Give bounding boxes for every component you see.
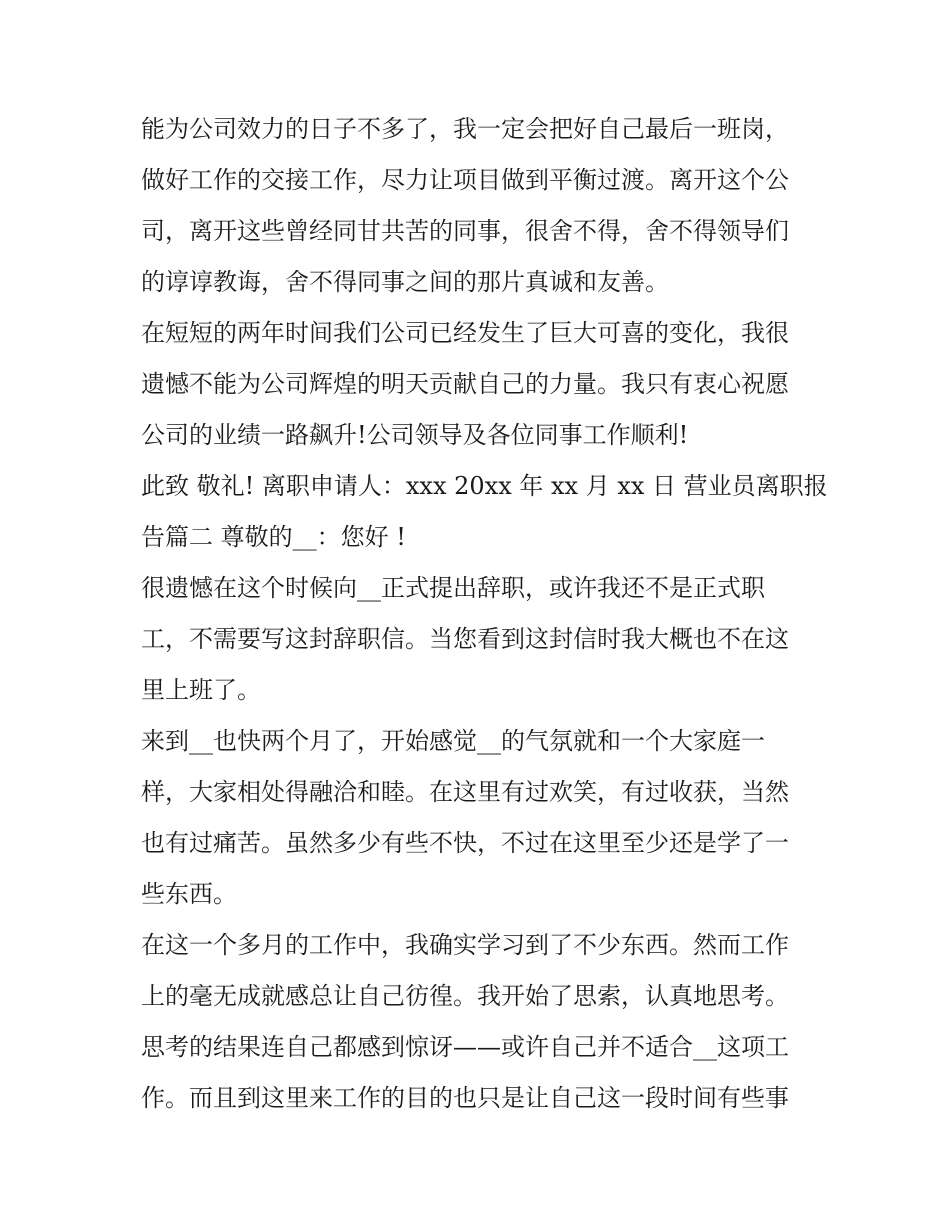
text-line: 工，不需要写这封辞职信。当您看到这封信时我大概也不在这 bbox=[141, 625, 789, 653]
text-line: 公司的业绩一路飙升!公司领导及各位同事工作顺利! bbox=[141, 421, 689, 449]
text-line: 遗憾不能为公司辉煌的明天贡献自己的力量。我只有衷心祝愿 bbox=[141, 370, 789, 398]
text-line: 在这一个多月的工作中，我确实学习到了不少东西。然而工作 bbox=[141, 931, 789, 959]
text-line: 很遗憾在这个时候向__正式提出辞职，或许我还不是正式职 bbox=[141, 574, 765, 602]
text-line: 思考的结果连自己都感到惊讶——或许自己并不适合__这项工 bbox=[141, 1033, 789, 1061]
text-line: 告篇二 尊敬的__：您好 ! bbox=[141, 523, 406, 551]
text-line: 能为公司效力的日子不多了，我一定会把好自己最后一班岗， bbox=[141, 115, 789, 143]
text-line: 样，大家相处得融洽和睦。在这里有过欢笑，有过收获，当然 bbox=[141, 778, 789, 806]
document-body bbox=[141, 104, 828, 1124]
text-line: 在短短的两年时间我们公司已经发生了巨大可喜的变化，我很 bbox=[141, 319, 789, 347]
text-line: 作。而且到这里来工作的目的也只是让自己这一段时间有些事 bbox=[141, 1084, 789, 1112]
text-line: 里上班了。 bbox=[141, 676, 261, 704]
text-line: 些东西。 bbox=[141, 880, 237, 908]
text-line: 也有过痛苦。虽然多少有些不快，不过在这里至少还是学了一 bbox=[141, 829, 789, 857]
text-line: 司，离开这些曾经同甘共苦的同事，很舍不得，舍不得领导们 bbox=[141, 217, 789, 245]
text-line: 此致 敬礼! 离职申请人：xxx 20xx 年 xx 月 xx 日 营业员离职报 bbox=[141, 472, 828, 500]
text-line: 的谆谆教诲，舍不得同事之间的那片真诚和友善。 bbox=[141, 268, 669, 296]
text-line: 来到__也快两个月了，开始感觉__的气氛就和一个大家庭一 bbox=[141, 727, 765, 755]
text-line: 做好工作的交接工作，尽力让项目做到平衡过渡。离开这个公 bbox=[141, 166, 789, 194]
text-line: 上的毫无成就感总让自己彷徨。我开始了思索，认真地思考。 bbox=[141, 982, 789, 1010]
